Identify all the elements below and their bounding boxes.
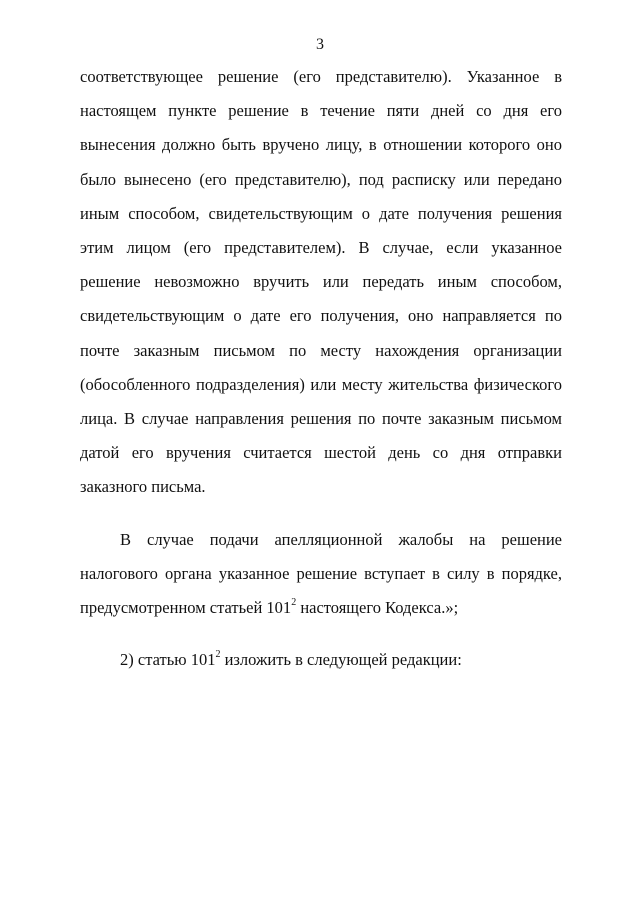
paragraph-article-amendment	[80, 643, 562, 677]
paragraph-appeal-text: В случае подачи апелляционной жалобы на решение налогового органа указанное решение вступает в силу в порядке, предусмотренном статьей 101	[80, 529, 562, 618]
page-number: 3	[316, 36, 324, 53]
paragraph-continuation: соответствующее решение (его представителю). Указанное в настоящем пункте решение в течение пяти дней со дня его вынесения должно быть вручено лицу, в отношении которого оно было вынесено (его представителю), под расписку или передано иным способом, свидетельствующим о дате получения решения этим лицом (его представителем). В случае, если указанное решение невозможно вручить или передать иным способом, свидетельствующим о дате его получения, оно направляется по почте заказным письмом по месту нахождения организации (обособленного подразделения) или месту жительства физического лица. В случае направления решения по почте заказным письмом датой его вручения считается шестой день со дня отправки заказного письма.	[80, 67, 562, 497]
superscript-index: 2	[215, 648, 221, 660]
superscript-index: 2	[291, 596, 297, 608]
paragraph-appeal-text-end: настоящего Кодекса.»;	[296, 598, 459, 618]
paragraph-appeal	[80, 523, 562, 626]
document-body	[80, 60, 562, 677]
paragraph-article-text-end: изложить в следующей редакции:	[220, 650, 462, 670]
paragraph-article-text: 2) статью 101	[120, 650, 216, 670]
